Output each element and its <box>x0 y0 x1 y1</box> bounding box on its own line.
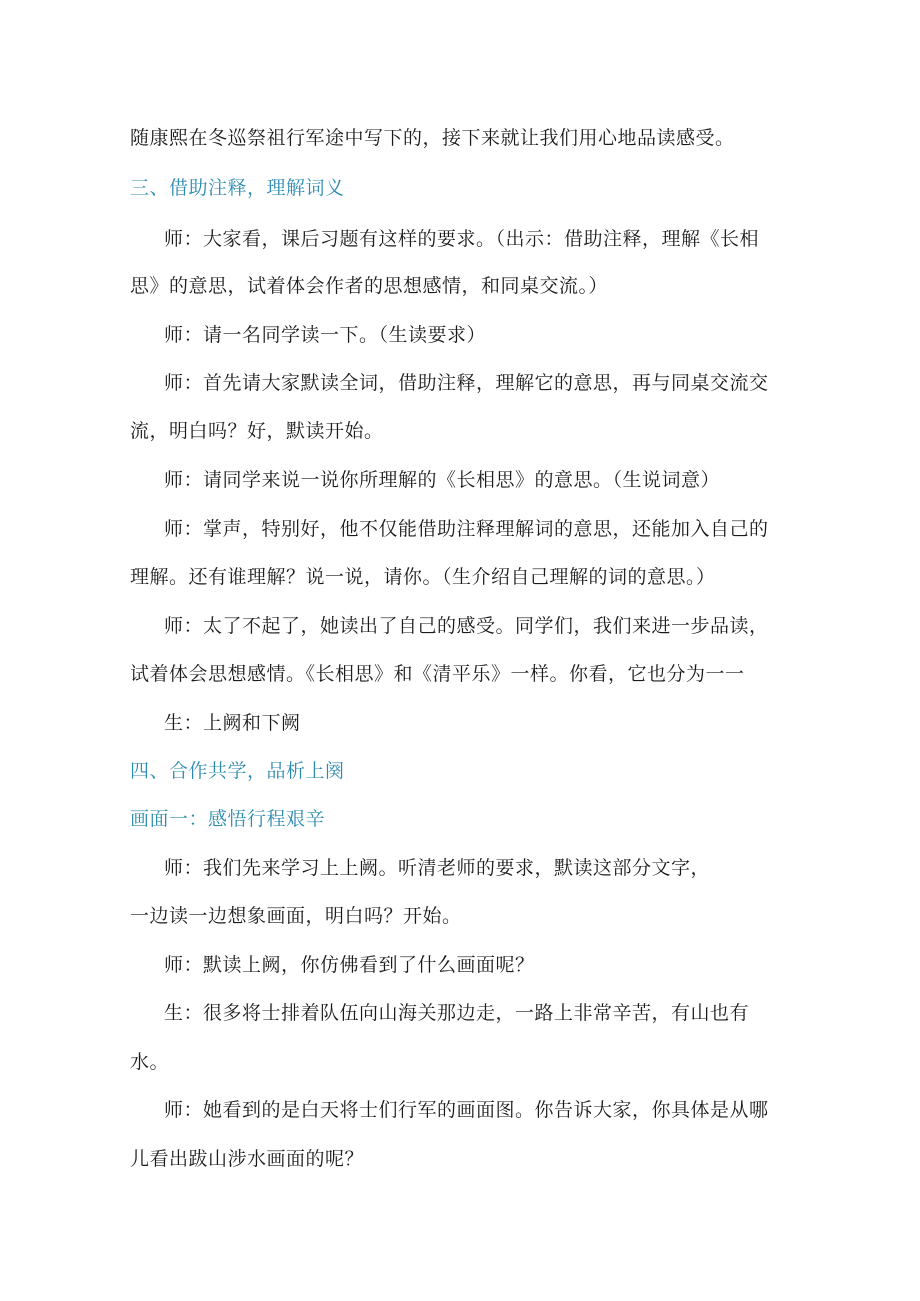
paragraph-line: 一边读一边想象画面，明白吗？开始。 <box>130 905 462 927</box>
paragraph-line: 生：很多将士排着队伍向山海关那边走，一路上非常辛苦，有山也有 <box>164 1002 750 1024</box>
paragraph-line: 师：我们先来学习上上阙。听清老师的要求，默读这部分文字， <box>164 857 711 879</box>
paragraph-line: 师：她看到的是白天将士们行军的画面图。你告诉大家，你具体是从哪 <box>164 1099 769 1121</box>
paragraph-line: 儿看出跋山涉水画面的呢？ <box>130 1148 365 1170</box>
paragraph-line: 师：大家看，课后习题有这样的要求。（出示：借助注释，理解《长相 <box>164 228 760 250</box>
paragraph-line: 生：上阙和下阙 <box>164 712 301 734</box>
paragraph-line: 师：掌声，特别好，他不仅能借助注释理解词的意思，还能加入自己的 <box>164 518 769 540</box>
paragraph-line: 师：默读上阙，你仿佛看到了什么画面呢？ <box>164 954 535 976</box>
paragraph-line: 随康熙在冬巡祭祖行军途中写下的，接下来就让我们用心地品读感受。 <box>130 127 735 149</box>
paragraph-line: 水。 <box>130 1051 170 1073</box>
paragraph-line: 试着体会思想感情。《长相思》和《清平乐》一样。你看，它也分为一一 <box>130 663 745 685</box>
section-heading: 四、合作共学，品析上阕 <box>130 760 345 782</box>
paragraph-line: 思》的意思，试着体会作者的思想感情，和同桌交流。） <box>130 275 609 297</box>
subsection-heading: 画面一：感悟行程艰辛 <box>130 808 326 830</box>
paragraph-line: 流，明白吗？好，默读开始。 <box>130 420 384 442</box>
paragraph-line: 理解。还有谁理解？说一说，请你。（生介绍自己理解的词的意思。） <box>130 566 716 588</box>
paragraph-line: 师：请同学来说一说你所理解的《长相思》的意思。（生说词意） <box>164 469 721 491</box>
paragraph-line: 师：太了不起了，她读出了自己的感受。同学们，我们来进一步品读， <box>164 615 769 637</box>
paragraph-line: 师：首先请大家默读全词，借助注释，理解它的意思，再与同桌交流交 <box>164 372 769 394</box>
paragraph-line: 师：请一名同学读一下。（生读要求） <box>164 324 487 346</box>
section-heading: 三、借助注释，理解词义 <box>130 177 345 199</box>
